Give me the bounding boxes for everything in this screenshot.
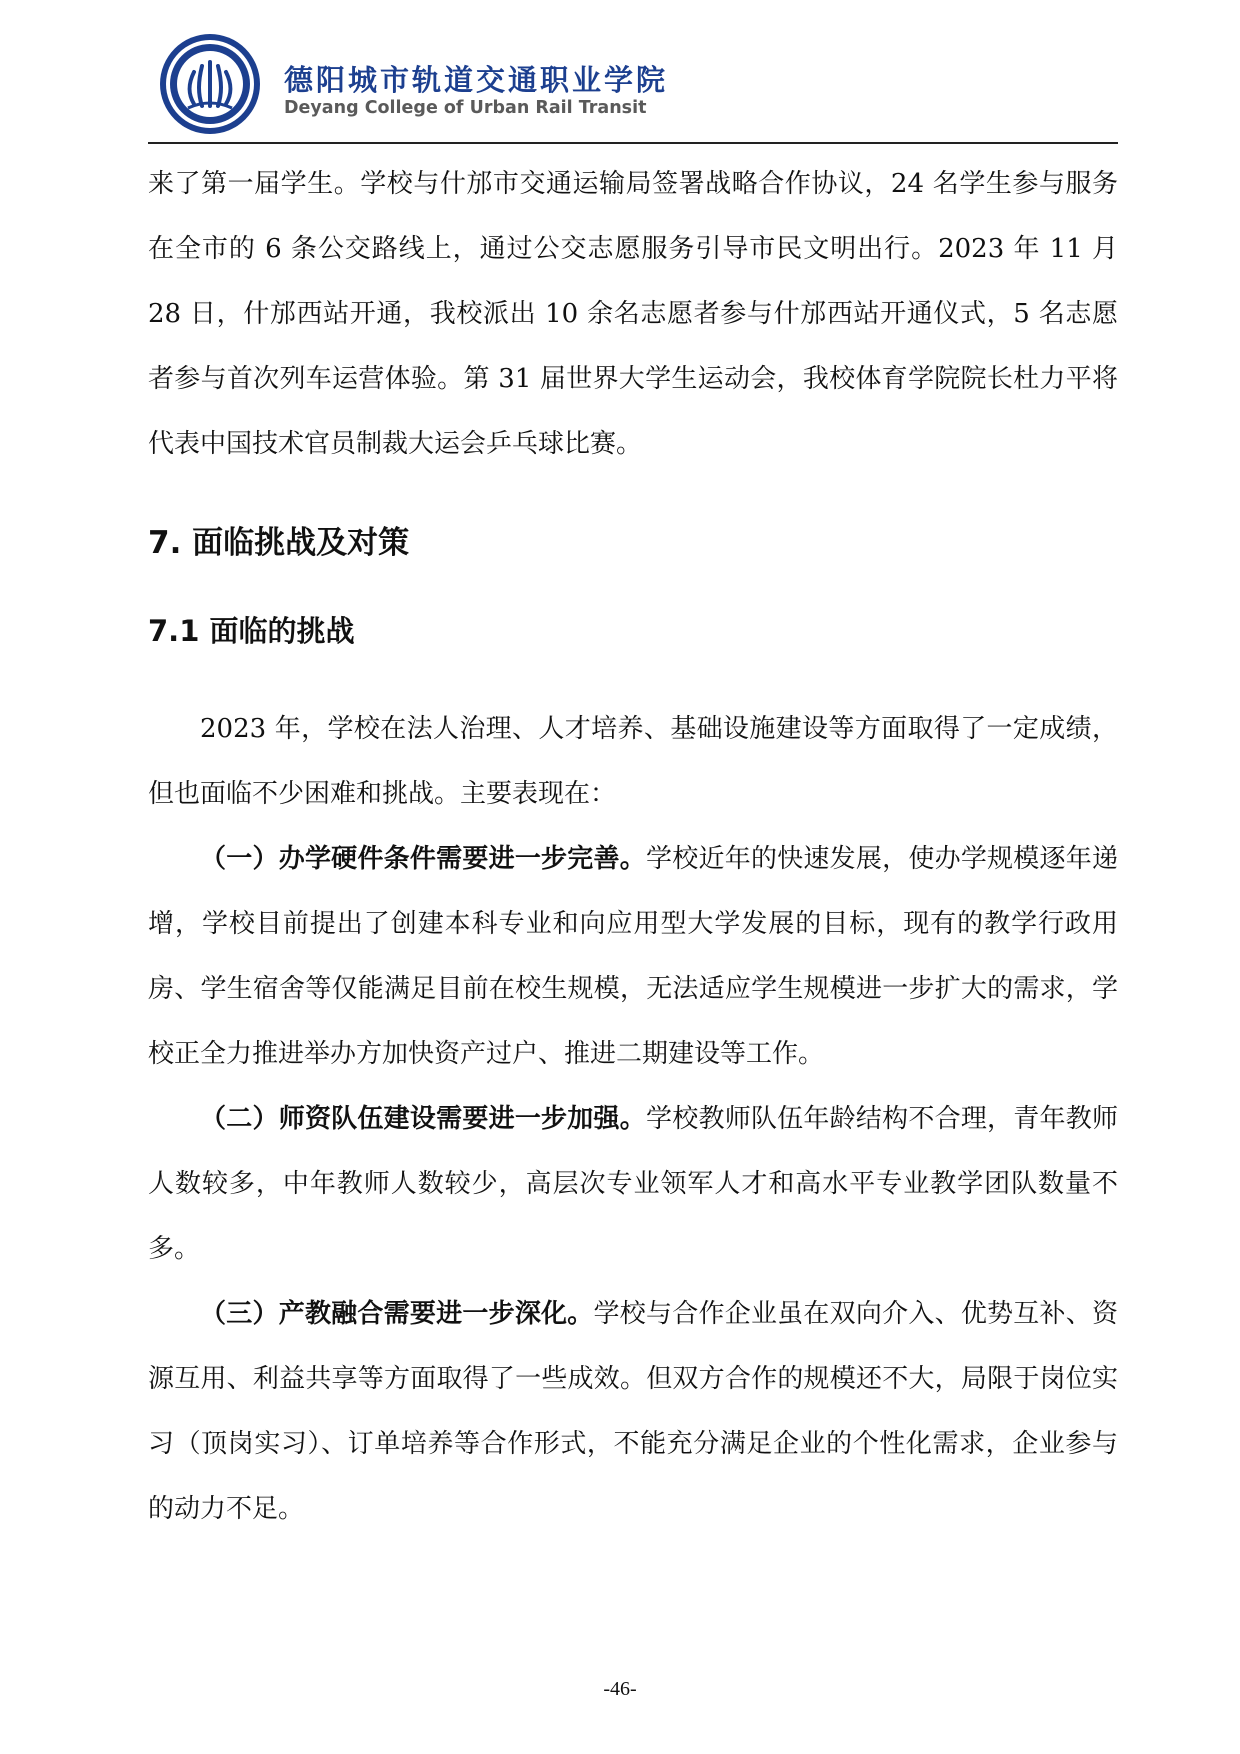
school-name-en: Deyang College of Urban Rail Transit	[284, 98, 647, 118]
school-name-cn: 德阳城市轨道交通职业学院	[284, 63, 669, 97]
subsection-heading: 7.1 面临的挑战	[148, 614, 355, 648]
challenge-item-3-lead: （三）产教融合需要进一步深化。	[200, 1299, 594, 1329]
intro-paragraph: 2023 年，学校在法人治理、人才培养、基础设施建设等方面取得了一定成绩，但也面临不少困难和挑战。主要表现在：	[148, 714, 1118, 809]
challenge-item-2-text: 学校教师队伍年龄结构不合理，青年教师人数较多，中年教师人数较少，高层次专业领军人才和高水平专业教学团队数量不多。	[148, 1104, 1118, 1264]
challenge-item-2-lead: （二）师资队伍建设需要进一步加强。	[200, 1104, 646, 1134]
page-body	[148, 152, 1118, 1542]
page-number: -46-	[603, 1678, 637, 1700]
challenge-item-2	[148, 1087, 1118, 1282]
page-header	[148, 30, 1118, 140]
continuation-paragraph: 来了第一届学生。学校与什邡市交通运输局签署战略合作协议，24 名学生参与服务在全市的 6 条公交路线上，通过公交志愿服务引导市民文明出行。2023 年 11 月 28 日，什邡西站开通，我校派出 10 余名志愿者参与什邡西站开通仪式，5 名志愿者参与首次列车运营体验。第 31 届世界大学生运动会，我校体育学院院长杜力平将代表中国技术官员制裁大运会乒乓球比赛。	[148, 169, 1118, 459]
school-logo-icon	[158, 32, 262, 136]
challenge-item-1	[148, 827, 1118, 1087]
challenge-item-3	[148, 1282, 1118, 1542]
challenge-item-1-lead: （一）办学硬件条件需要进一步完善。	[200, 844, 646, 874]
challenge-item-1-text: 学校近年的快速发展，使办学规模逐年递增，学校目前提出了创建本科专业和向应用型大学发展的目标，现有的教学行政用房、学生宿舍等仅能满足目前在校生规模，无法适应学生规模进一步扩大的需求，学校正全力推进举办方加快资产过户、推进二期建设等工作。	[148, 844, 1118, 1069]
header-divider	[148, 142, 1118, 144]
section-heading: 7. 面临挑战及对策	[148, 525, 410, 561]
challenge-item-3-text: 学校与合作企业虽在双向介入、优势互补、资源互用、利益共享等方面取得了一些成效。但双方合作的规模还不大，局限于岗位实习（顶岗实习）、订单培养等合作形式，不能充分满足企业的个性化需求，企业参与的动力不足。	[148, 1299, 1118, 1524]
